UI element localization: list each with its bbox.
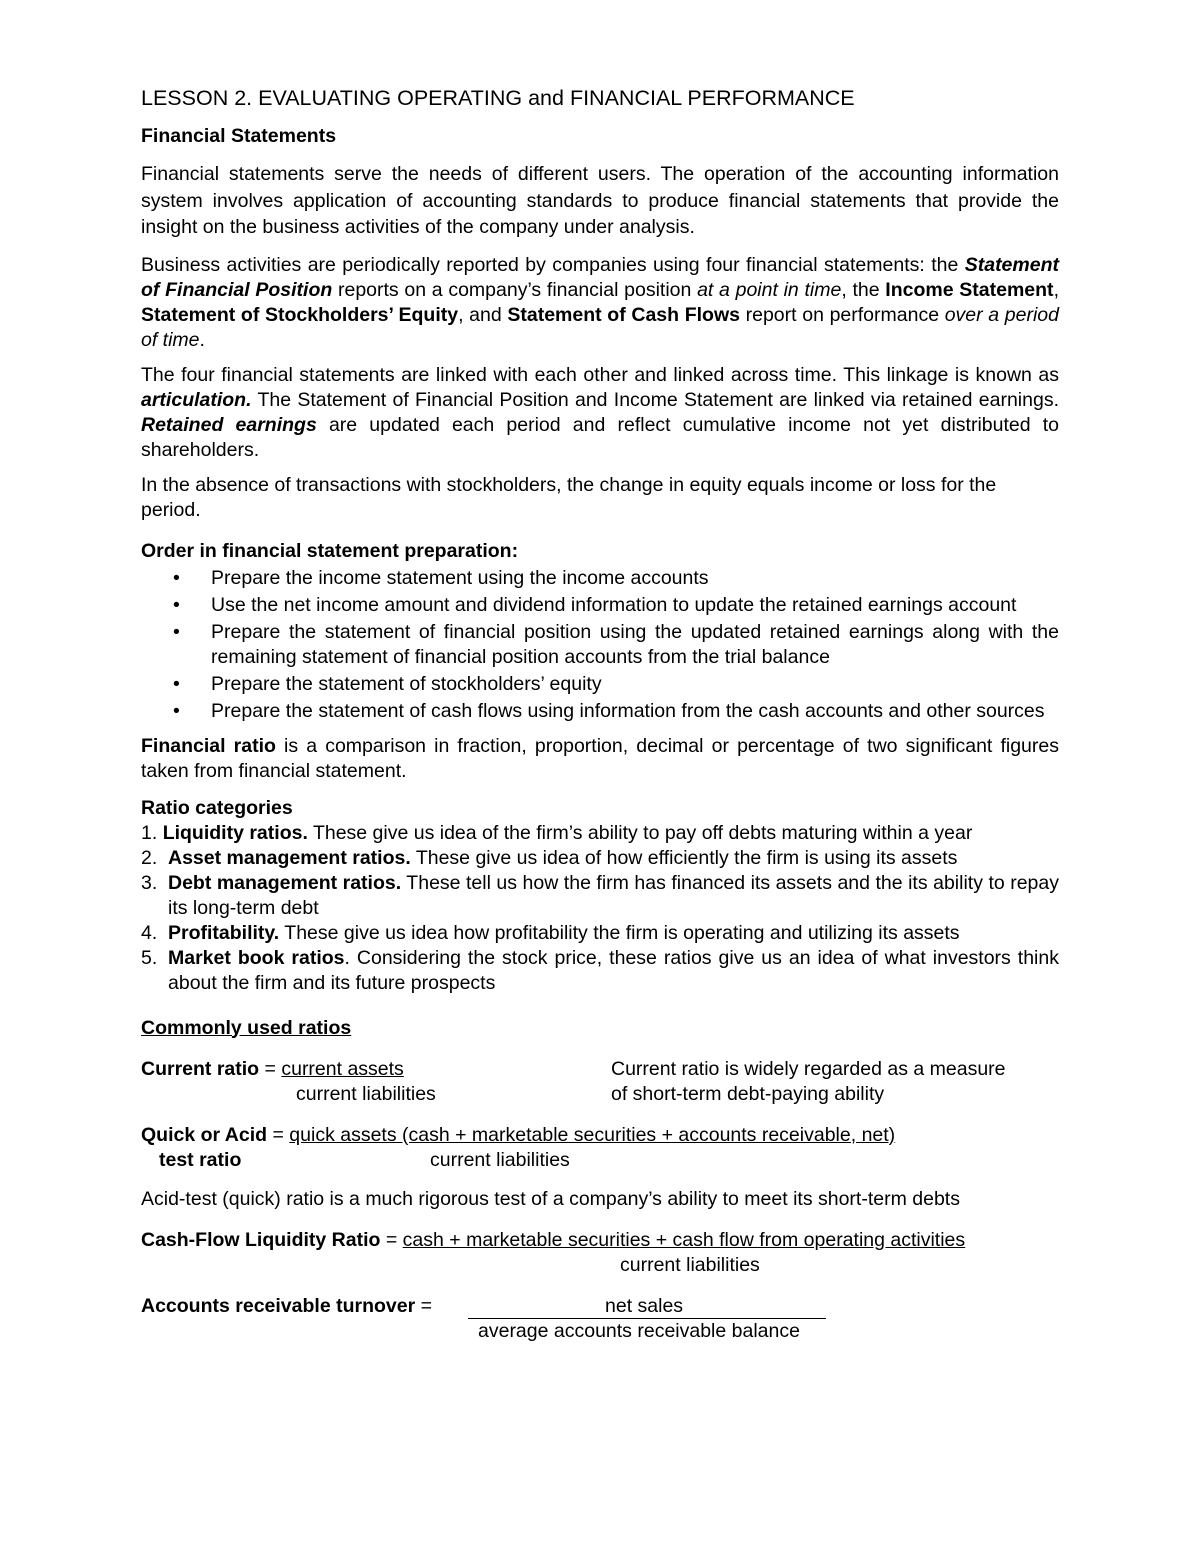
- term-income-statement: Income Statement: [885, 278, 1054, 301]
- quick-ratio-label-2: test ratio: [159, 1148, 242, 1171]
- cash-flow-ratio-formula: Cash-Flow Liquidity Ratio = cash + marketable securities + cash flow from operating activities current liabilities: [141, 1228, 966, 1276]
- list-item: • Prepare the income statement using the income accounts: [173, 566, 709, 589]
- cash-flow-ratio-label: Cash-Flow Liquidity Ratio: [141, 1228, 381, 1251]
- list-item: 4. Profitability. These give us idea how profitability the firm is operating and utilizing its assets: [141, 921, 960, 944]
- common-ratios-heading: Commonly used ratios: [141, 1016, 352, 1039]
- current-ratio-note-2: of short-term debt-paying ability: [611, 1082, 885, 1105]
- list-item: • Prepare the statement of cash flows using information from the cash accounts and other sources: [173, 699, 1045, 722]
- cash-flow-ratio-numerator: cash + marketable securities + cash flow from operating activities: [402, 1228, 966, 1251]
- statements-paragraph: Business activities are periodically reported by companies using four financial statements: the Statement of Financial Position reports on a company’s financial position at a point in time, the Income Statement, Statement of Stockholders’ Equity, and Statement of Cash Flows report on performance over a period of time.: [141, 253, 1059, 351]
- equity-paragraph: In the absence of transactions with stockholders, the change in equity equals income or loss for the period.: [141, 473, 997, 521]
- quick-ratio-denominator: current liabilities: [430, 1148, 570, 1171]
- ar-turnover-label: Accounts receivable turnover: [141, 1294, 416, 1317]
- current-ratio-formula: Current ratio = current assets Current ratio is widely regarded as a measure current liabilities of short-term debt-paying ability: [141, 1057, 1006, 1105]
- quick-ratio-note: Acid-test (quick) ratio is a much rigorous test of a company’s ability to meet its short-term debts: [141, 1187, 960, 1210]
- list-item: • Prepare the statement of financial position using the updated retained earnings along with the remaining statement of financial position accounts from the trial balance: [173, 620, 1059, 668]
- ar-turnover-formula: Accounts receivable turnover = net sales average accounts receivable balance: [141, 1294, 1059, 1344]
- term-articulation: articulation.: [141, 388, 252, 411]
- bullet-icon: •: [173, 672, 180, 695]
- financial-ratio-definition: Financial ratio is a comparison in fraction, proportion, decimal or percentage of two significant figures taken from financial statement.: [141, 734, 1059, 782]
- term-equity-statement: Statement of Stockholders’ Equity: [141, 303, 459, 326]
- list-item: • Use the net income amount and dividend information to update the retained earnings account: [173, 593, 1017, 616]
- term-retained-earnings: Retained earnings: [141, 413, 317, 436]
- current-ratio-numerator: current assets: [281, 1057, 404, 1080]
- list-item: 3. Debt management ratios. These tell us how the firm has financed its assets and the its ability to repay its long-term debt: [141, 871, 1059, 919]
- list-item: 1. Liquidity ratios. These give us idea of the firm’s ability to pay off debts maturing within a year: [141, 821, 973, 844]
- list-item: • Prepare the statement of stockholders’ equity: [173, 672, 602, 695]
- bullet-icon: •: [173, 620, 180, 643]
- quick-ratio-label: Quick or Acid: [141, 1123, 268, 1146]
- list-item: 2. Asset management ratios. These give us idea of how efficiently the firm is using its assets: [141, 846, 958, 869]
- bullet-icon: •: [173, 699, 180, 722]
- ratio-categories-heading: Ratio categories: [141, 796, 293, 819]
- current-ratio-denominator: current liabilities: [296, 1082, 436, 1105]
- quick-ratio-numerator: quick assets (cash + marketable securities + accounts receivable, net): [289, 1123, 896, 1146]
- term-financial-ratio: Financial ratio: [141, 734, 276, 757]
- ar-turnover-numerator: net sales: [605, 1294, 684, 1317]
- section-heading: Financial Statements: [141, 125, 337, 147]
- order-heading: Order in financial statement preparation:: [141, 539, 519, 562]
- term-sfp: Statement of Financial Position: [141, 253, 1059, 301]
- lesson-title: LESSON 2. EVALUATING OPERATING and FINANCIAL PERFORMANCE: [141, 86, 855, 110]
- bullet-icon: •: [173, 566, 180, 589]
- bullet-icon: •: [173, 593, 180, 616]
- ar-turnover-denominator: average accounts receivable balance: [478, 1319, 800, 1342]
- term-cash-flows: Statement of Cash Flows: [507, 303, 740, 326]
- ratio-categories-list: [141, 821, 1059, 996]
- list-item: 5. Market book ratios. Considering the stock price, these ratios give us an idea of what investors think about the firm and its future prospects: [141, 946, 1059, 994]
- intro-paragraph: Financial statements serve the needs of different users. The operation of the accounting information system involves application of accounting standards to produce financial statements that provide the insight on the business activities of the company under analysis.: [141, 163, 1059, 238]
- current-ratio-label: Current ratio: [141, 1057, 260, 1080]
- articulation-paragraph: The four financial statements are linked with each other and linked across time. This linkage is known as articulation. The Statement of Financial Position and Income Statement are linked via retained earnings. Retained earnings are updated each period and reflect cumulative income not yet distributed to shareholders.: [141, 363, 1059, 461]
- document-page: [141, 84, 1059, 1344]
- quick-ratio-formula: Quick or Acid = quick assets (cash + marketable securities + accounts receivable, net) test ratio current liabilities: [141, 1123, 896, 1171]
- cash-flow-ratio-denominator: current liabilities: [620, 1253, 760, 1276]
- order-list: [141, 566, 1059, 724]
- current-ratio-note-1: Current ratio is widely regarded as a measure: [611, 1057, 1006, 1080]
